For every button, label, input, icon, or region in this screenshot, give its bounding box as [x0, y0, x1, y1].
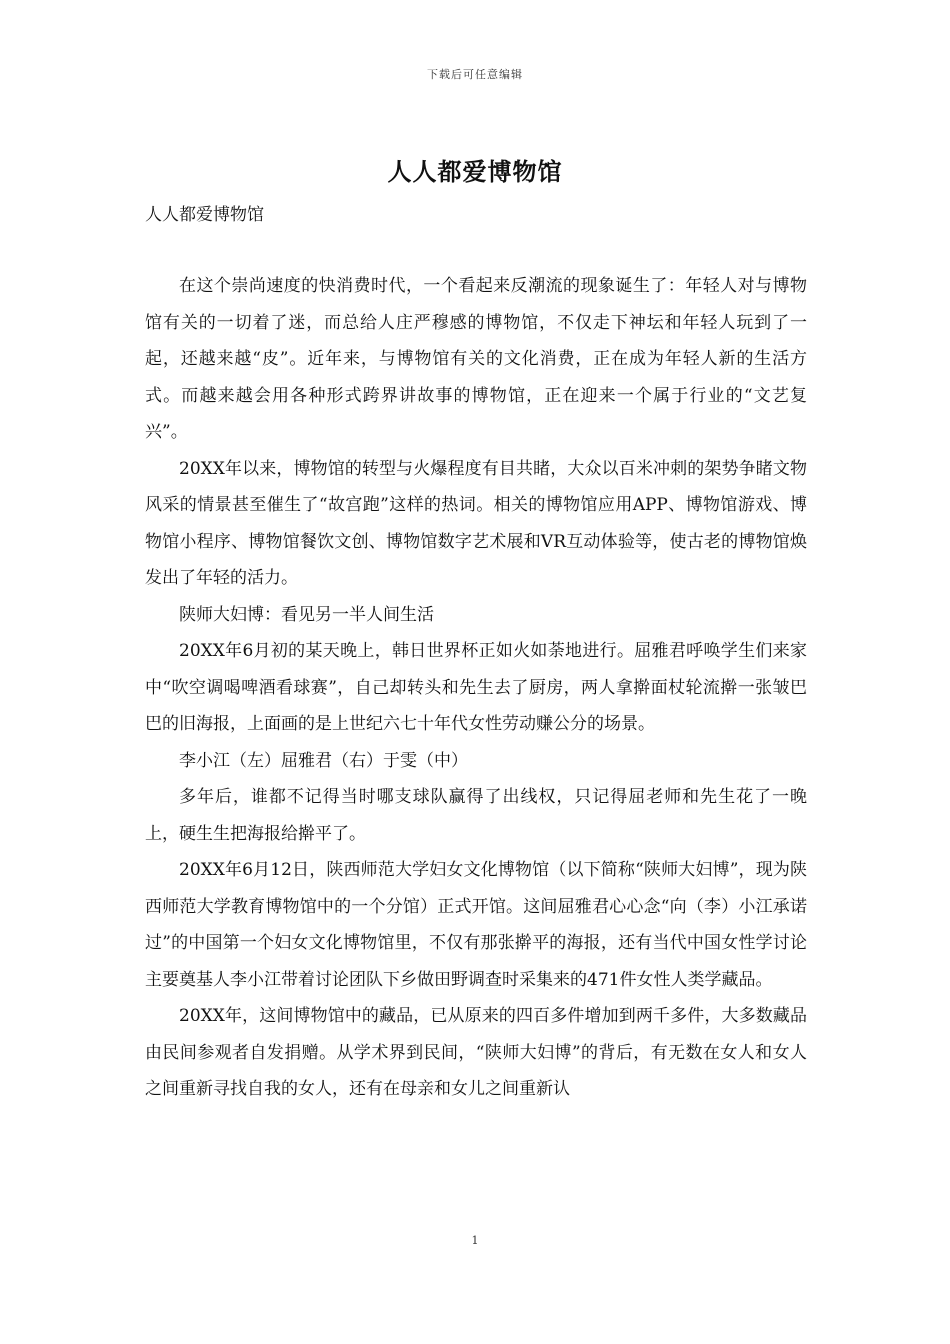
header-note: 下载后可任意编辑 [427, 68, 523, 81]
paragraph: 20XX年以来，博物馆的转型与火爆程度有目共睹，大众以百米冲刺的架势争睹文物风采的情景甚至催生了“故宫跑”这样的热词。相关的博物馆应用APP、博物馆游戏、博物馆小程序、博物馆餐饮文创、博物馆数字艺术展和VR互动体验等，使古老的博物馆焕发出了年轻的活力。 [145, 458, 807, 588]
paragraph: 20XX年，这间博物馆中的藏品，已从原来的四百多件增加到两千多件，大多数藏品由民间参观者自发捐赠。从学术界到民间，“陕师大妇博”的背后，有无数在女人和女人之间重新寻找自我的女人，还有在母亲和女儿之间重新认 [145, 1006, 807, 1099]
paragraph: 陕师大妇博：看见另一半人间生活 [179, 604, 434, 625]
page-number: 1 [471, 1234, 479, 1247]
document-body [145, 268, 807, 1108]
paragraph: 多年后，谁都不记得当时哪支球队赢得了出线权，只记得屈老师和先生花了一晚上，硬生生把海报给擀平了。 [145, 787, 807, 844]
paragraph: 在这个崇尚速度的快消费时代，一个看起来反潮流的现象诞生了：年轻人对与博物馆有关的一切着了迷，而总给人庄严穆感的博物馆，不仅走下神坛和年轻人玩到了一起，还越来越“皮”。近年来，与博物馆有关的文化消费，正在成为年轻人新的生活方式。而越来越会用各种形式跨界讲故事的博物馆，正在迎来一个属于行业的“文艺复兴”。 [145, 276, 807, 442]
document-title: 人人都爱博物馆 [387, 157, 563, 186]
paragraph: 20XX年6月12日，陕西师范大学妇女文化博物馆（以下简称“陕师大妇博”，现为陕西师范大学教育博物馆中的一个分馆）正式开馆。这间屈雅君心心念“向（李）小江承诺过”的中国第一个妇女文化博物馆里，不仅有那张擀平的海报，还有当代中国女性学讨论主要奠基人李小江带着讨论团队下乡做田野调查时采集来的471件女性人类学藏品。 [145, 860, 807, 990]
document-subtitle: 人人都爱博物馆 [145, 205, 264, 225]
paragraph: 20XX年6月初的某天晚上，韩日世界杯正如火如荼地进行。屈雅君呼唤学生们来家中“吹空调喝啤酒看球赛”，自己却转头和先生去了厨房，两人拿擀面杖轮流擀一张皱巴巴的旧海报，上面画的是上世纪六七十年代女性劳动赚公分的场景。 [145, 641, 807, 734]
paragraph: 李小江（左）屈雅君（右）于雯（中） [179, 750, 468, 771]
